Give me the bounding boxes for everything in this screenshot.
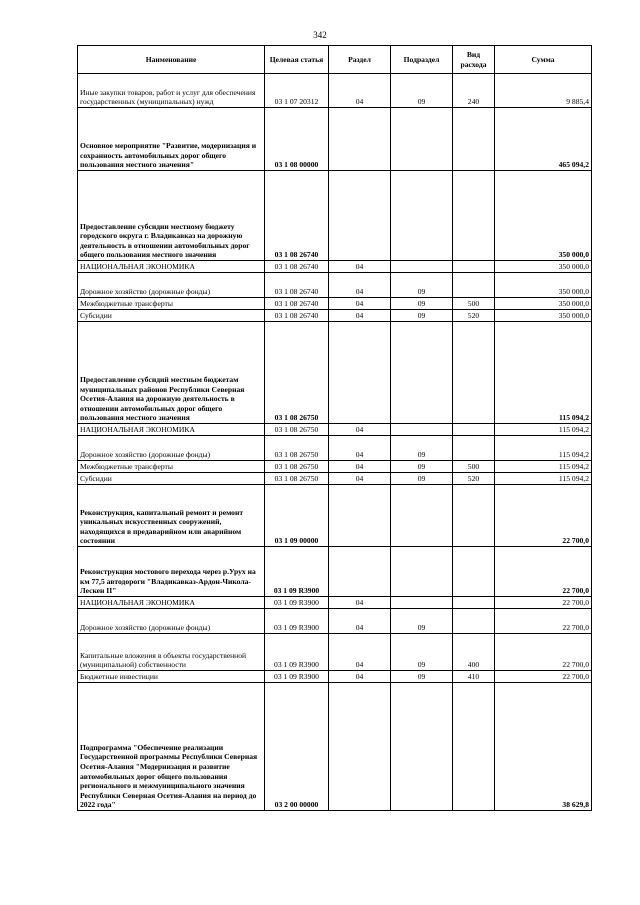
table-row xyxy=(78,597,592,609)
row-expense-type xyxy=(453,609,495,634)
row-target-item: 03 1 08 26740 xyxy=(265,310,329,322)
row-section xyxy=(329,547,391,597)
row-subsection xyxy=(391,424,453,436)
row-sum: 115 094,2 xyxy=(495,436,592,461)
row-subsection xyxy=(391,683,453,811)
table-row xyxy=(78,74,592,108)
row-expense-type xyxy=(453,485,495,547)
table-row xyxy=(78,671,592,683)
row-subsection xyxy=(391,597,453,609)
row-subsection: 09 xyxy=(391,473,453,485)
table-row xyxy=(78,261,592,273)
row-expense-type xyxy=(453,273,495,298)
row-sum: 350 000,0 xyxy=(495,310,592,322)
row-section: 04 xyxy=(329,671,391,683)
table-row xyxy=(78,424,592,436)
row-name: Основное мероприятие "Развитие, модернизация и сохранность автомобильных дорог общего пользования местного значения" xyxy=(78,108,265,171)
row-subsection: 09 xyxy=(391,671,453,683)
table-row xyxy=(78,171,592,261)
table-row xyxy=(78,461,592,473)
row-target-item: 03 1 08 26750 xyxy=(265,322,329,424)
table-row xyxy=(78,298,592,310)
row-name: Межбюджетные трансферты xyxy=(78,298,265,310)
row-name: Реконструкция, капитальный ремонт и ремонт уникальных искусственных сооружений, находящихся в предаварийном или аварийном состоянии xyxy=(78,485,265,547)
row-section: 04 xyxy=(329,634,391,671)
row-section xyxy=(329,108,391,171)
row-section: 04 xyxy=(329,424,391,436)
row-name: Бюджетные инвестиции xyxy=(78,671,265,683)
row-sum: 9 885,4 xyxy=(495,74,592,108)
header-expense-type: Вид расхода xyxy=(453,46,495,74)
row-section: 04 xyxy=(329,273,391,298)
row-target-item: 03 1 08 26740 xyxy=(265,298,329,310)
table-header-row xyxy=(78,46,592,74)
row-target-item: 03 1 09 R3900 xyxy=(265,547,329,597)
table-row xyxy=(78,485,592,547)
row-subsection: 09 xyxy=(391,298,453,310)
row-sum: 38 629,8 xyxy=(495,683,592,811)
row-expense-type xyxy=(453,424,495,436)
row-name: Дорожное хозяйство (дорожные фонды) xyxy=(78,609,265,634)
row-target-item: 03 1 08 00000 xyxy=(265,108,329,171)
row-section xyxy=(329,171,391,261)
row-target-item: 03 1 09 00000 xyxy=(265,485,329,547)
row-expense-type: 520 xyxy=(453,310,495,322)
row-sum: 350 000,0 xyxy=(495,171,592,261)
row-expense-type xyxy=(453,261,495,273)
row-subsection xyxy=(391,322,453,424)
table-row xyxy=(78,473,592,485)
page-number: 342 xyxy=(313,30,327,40)
row-expense-type: 400 xyxy=(453,634,495,671)
row-expense-type xyxy=(453,436,495,461)
row-target-item: 03 1 08 26750 xyxy=(265,436,329,461)
row-section xyxy=(329,322,391,424)
row-expense-type: 500 xyxy=(453,298,495,310)
row-target-item: 03 1 09 R3900 xyxy=(265,671,329,683)
row-section: 04 xyxy=(329,473,391,485)
table-row xyxy=(78,609,592,634)
row-target-item: 03 1 09 R3900 xyxy=(265,609,329,634)
table-row xyxy=(78,436,592,461)
row-subsection: 09 xyxy=(391,273,453,298)
row-name: Предоставление субсидии местному бюджету городского округа г. Владикавказ на дорожную деятельность в отношении автомобильных дорог общего пользования местного значения xyxy=(78,171,265,261)
header-section: Раздел xyxy=(329,46,391,74)
row-target-item: 03 1 09 R3900 xyxy=(265,597,329,609)
row-sum: 22 700,0 xyxy=(495,547,592,597)
row-sum: 22 700,0 xyxy=(495,485,592,547)
header-name: Наименование xyxy=(78,46,265,74)
row-expense-type: 240 xyxy=(453,74,495,108)
row-target-item: 03 1 08 26750 xyxy=(265,461,329,473)
row-sum: 22 700,0 xyxy=(495,597,592,609)
row-expense-type xyxy=(453,108,495,171)
row-name: Субсидии xyxy=(78,473,265,485)
row-name: Предоставление субсидий местным бюджетам муниципальных районов Республики Северная Осетия-Алания на дорожную деятельность в отношении автомобильных дорог общего пользования местного значения xyxy=(78,322,265,424)
row-section: 04 xyxy=(329,261,391,273)
row-sum: 22 700,0 xyxy=(495,671,592,683)
row-subsection xyxy=(391,171,453,261)
row-target-item: 03 2 00 00000 xyxy=(265,683,329,811)
row-name: Дорожное хозяйство (дорожные фонды) xyxy=(78,273,265,298)
row-target-item: 03 1 08 26750 xyxy=(265,473,329,485)
row-name: Иные закупки товаров, работ и услуг для обеспечения государственных (муниципальных) нужд xyxy=(78,74,265,108)
header-sum: Сумма xyxy=(495,46,592,74)
row-section: 04 xyxy=(329,436,391,461)
row-expense-type xyxy=(453,322,495,424)
row-subsection: 09 xyxy=(391,436,453,461)
row-target-item: 03 1 08 26740 xyxy=(265,261,329,273)
row-target-item: 03 1 08 26740 xyxy=(265,171,329,261)
row-section xyxy=(329,485,391,547)
row-subsection: 09 xyxy=(391,634,453,671)
table-row xyxy=(78,683,592,811)
row-sum: 115 094,2 xyxy=(495,424,592,436)
row-target-item: 03 1 08 26750 xyxy=(265,424,329,436)
row-target-item: 03 1 09 R3900 xyxy=(265,634,329,671)
row-section: 04 xyxy=(329,461,391,473)
table-row xyxy=(78,634,592,671)
row-expense-type xyxy=(453,683,495,811)
table-row xyxy=(78,547,592,597)
row-name: Реконструкция мостового перехода через р.Урух на км 77,5 автодороги "Владикавказ-Ардон-Чикола-Лескен II" xyxy=(78,547,265,597)
row-expense-type: 520 xyxy=(453,473,495,485)
row-target-item: 03 1 07 20312 xyxy=(265,74,329,108)
row-name: Межбюджетные трансферты xyxy=(78,461,265,473)
row-sum: 115 094,2 xyxy=(495,461,592,473)
row-expense-type xyxy=(453,597,495,609)
row-subsection xyxy=(391,261,453,273)
row-sum: 350 000,0 xyxy=(495,273,592,298)
table-row xyxy=(78,273,592,298)
row-sum: 115 094,2 xyxy=(495,322,592,424)
row-name: НАЦИОНАЛЬНАЯ ЭКОНОМИКА xyxy=(78,261,265,273)
row-subsection xyxy=(391,485,453,547)
row-section: 04 xyxy=(329,310,391,322)
table-row xyxy=(78,322,592,424)
row-section xyxy=(329,683,391,811)
row-section: 04 xyxy=(329,74,391,108)
row-name: Дорожное хозяйство (дорожные фонды) xyxy=(78,436,265,461)
row-sum: 465 094,2 xyxy=(495,108,592,171)
row-name: Субсидии xyxy=(78,310,265,322)
row-section: 04 xyxy=(329,597,391,609)
row-subsection: 09 xyxy=(391,310,453,322)
row-target-item: 03 1 08 26740 xyxy=(265,273,329,298)
row-expense-type xyxy=(453,547,495,597)
table-row xyxy=(78,108,592,171)
table-body xyxy=(78,74,592,811)
row-sum: 350 000,0 xyxy=(495,298,592,310)
row-name: Подпрограмма "Обеспечение реализации Государственной программы Республики Северная Осетия-Алания "Модернизация и развитие автомобильных дорог общего пользования регионального и межмуниципального значения Республики Северная Осетия-Алания на период до 2022 года" xyxy=(78,683,265,811)
row-expense-type: 410 xyxy=(453,671,495,683)
header-subsection: Подраздел xyxy=(391,46,453,74)
row-subsection: 09 xyxy=(391,74,453,108)
row-sum: 22 700,0 xyxy=(495,634,592,671)
row-sum: 350 000,0 xyxy=(495,261,592,273)
row-subsection xyxy=(391,108,453,171)
row-sum: 115 094,2 xyxy=(495,473,592,485)
row-sum: 22 700,0 xyxy=(495,609,592,634)
row-section: 04 xyxy=(329,298,391,310)
row-subsection: 09 xyxy=(391,609,453,634)
row-section: 04 xyxy=(329,609,391,634)
row-expense-type: 500 xyxy=(453,461,495,473)
row-name: НАЦИОНАЛЬНАЯ ЭКОНОМИКА xyxy=(78,424,265,436)
row-expense-type xyxy=(453,171,495,261)
row-subsection: 09 xyxy=(391,461,453,473)
budget-table xyxy=(77,45,592,811)
row-name: Капитальные вложения в объекты государственной (муниципальной) собственности xyxy=(78,634,265,671)
header-target-item: Целевая статья xyxy=(265,46,329,74)
table-row xyxy=(78,310,592,322)
row-subsection xyxy=(391,547,453,597)
row-name: НАЦИОНАЛЬНАЯ ЭКОНОМИКА xyxy=(78,597,265,609)
